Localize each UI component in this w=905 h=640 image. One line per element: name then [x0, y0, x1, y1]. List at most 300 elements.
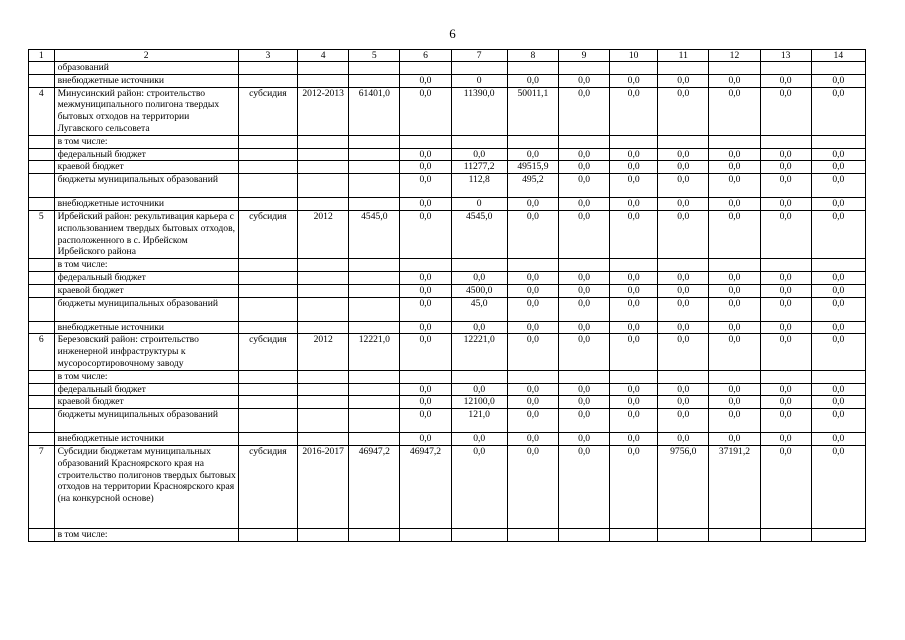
- value-cell: 0,0: [400, 174, 451, 198]
- value-cell: 2012: [298, 210, 349, 258]
- value-cell: 0,0: [709, 297, 760, 321]
- value-cell: 12221,0: [349, 334, 400, 370]
- value-cell: [349, 174, 400, 198]
- value-cell: 0,0: [507, 445, 558, 528]
- value-cell: [298, 383, 349, 396]
- value-cell: 49515,9: [507, 161, 558, 174]
- value-cell: [298, 62, 349, 75]
- value-cell: [400, 528, 451, 541]
- value-cell: 0,0: [507, 198, 558, 211]
- value-cell: 0,0: [610, 321, 658, 334]
- table-row: [29, 370, 866, 383]
- value-cell: [811, 135, 865, 148]
- value-cell: [349, 297, 400, 321]
- value-cell: 0,0: [400, 396, 451, 409]
- value-cell: 0,0: [400, 148, 451, 161]
- table-row: [29, 284, 866, 297]
- value-cell: 0,0: [658, 210, 709, 258]
- value-cell: [658, 259, 709, 272]
- table-row: [29, 198, 866, 211]
- value-cell: 0: [451, 74, 507, 87]
- value-cell: 0,0: [400, 74, 451, 87]
- value-cell: [298, 321, 349, 334]
- value-cell: [298, 259, 349, 272]
- row-number-cell: [29, 161, 55, 174]
- table-row: [29, 334, 866, 370]
- value-cell: 0,0: [811, 321, 865, 334]
- item-name-cell: Субсидии бюджетам муниципальных образований Красноярского края на строительство полигонов твердых бытовых отходов на территории Красноярского края (на конкурсной основе): [54, 445, 238, 528]
- item-name-cell: в том числе:: [54, 370, 238, 383]
- item-name-cell: внебюджетные источники: [54, 321, 238, 334]
- value-cell: [349, 284, 400, 297]
- value-cell: 0,0: [558, 383, 609, 396]
- value-cell: 0,0: [507, 334, 558, 370]
- value-cell: [349, 135, 400, 148]
- value-cell: 0,0: [610, 383, 658, 396]
- value-cell: 0,0: [760, 284, 811, 297]
- value-cell: 12100,0: [451, 396, 507, 409]
- row-number-cell: [29, 433, 55, 446]
- value-cell: 0,0: [610, 87, 658, 135]
- value-cell: 495,2: [507, 174, 558, 198]
- value-cell: [507, 528, 558, 541]
- value-cell: 0,0: [400, 409, 451, 433]
- value-cell: 0,0: [610, 198, 658, 211]
- column-header: 11: [658, 50, 709, 62]
- value-cell: 0,0: [658, 433, 709, 446]
- column-header: 6: [400, 50, 451, 62]
- value-cell: 11277,2: [451, 161, 507, 174]
- value-cell: 0,0: [760, 445, 811, 528]
- value-cell: 0,0: [760, 433, 811, 446]
- item-name-cell: федеральный бюджет: [54, 148, 238, 161]
- value-cell: 0,0: [658, 409, 709, 433]
- value-cell: [298, 284, 349, 297]
- value-cell: 0,0: [760, 161, 811, 174]
- value-cell: [238, 297, 297, 321]
- value-cell: 0,0: [811, 409, 865, 433]
- table-row: [29, 87, 866, 135]
- row-number-cell: [29, 198, 55, 211]
- value-cell: 0,0: [709, 396, 760, 409]
- value-cell: 46947,2: [400, 445, 451, 528]
- value-cell: 0,0: [507, 284, 558, 297]
- value-cell: 0,0: [558, 334, 609, 370]
- value-cell: 0,0: [400, 334, 451, 370]
- value-cell: [349, 383, 400, 396]
- value-cell: 0,0: [610, 210, 658, 258]
- value-cell: [238, 284, 297, 297]
- value-cell: [658, 528, 709, 541]
- value-cell: 0,0: [811, 161, 865, 174]
- value-cell: 0,0: [658, 271, 709, 284]
- item-name-cell: Ирбейский район: рекультивация карьера с использованием твердых бытовых отходов, расположенного в с. Ирбейском Ирбейского района: [54, 210, 238, 258]
- value-cell: 0,0: [760, 148, 811, 161]
- value-cell: 0,0: [507, 271, 558, 284]
- value-cell: 0,0: [558, 284, 609, 297]
- value-cell: 0,0: [507, 148, 558, 161]
- value-cell: 0,0: [507, 409, 558, 433]
- value-cell: 0,0: [811, 297, 865, 321]
- value-cell: 0,0: [658, 174, 709, 198]
- value-cell: [400, 259, 451, 272]
- value-cell: [451, 62, 507, 75]
- value-cell: 0,0: [400, 284, 451, 297]
- row-number-cell: [29, 297, 55, 321]
- value-cell: субсидия: [238, 445, 297, 528]
- value-cell: 0,0: [709, 321, 760, 334]
- value-cell: [298, 174, 349, 198]
- value-cell: 0,0: [709, 383, 760, 396]
- item-name-cell: внебюджетные источники: [54, 433, 238, 446]
- value-cell: 4545,0: [451, 210, 507, 258]
- value-cell: 2016-2017: [298, 445, 349, 528]
- value-cell: 0,0: [558, 74, 609, 87]
- row-number-cell: [29, 271, 55, 284]
- table-row: [29, 433, 866, 446]
- value-cell: 0,0: [760, 210, 811, 258]
- value-cell: [349, 271, 400, 284]
- value-cell: [760, 370, 811, 383]
- value-cell: 0,0: [400, 210, 451, 258]
- column-header: 13: [760, 50, 811, 62]
- value-cell: 0: [451, 198, 507, 211]
- row-number-cell: [29, 321, 55, 334]
- value-cell: 0,0: [610, 334, 658, 370]
- value-cell: 0,0: [658, 383, 709, 396]
- table-row: [29, 383, 866, 396]
- value-cell: 0,0: [709, 409, 760, 433]
- item-name-cell: в том числе:: [54, 135, 238, 148]
- value-cell: [558, 62, 609, 75]
- value-cell: [238, 409, 297, 433]
- value-cell: [298, 409, 349, 433]
- value-cell: 0,0: [558, 198, 609, 211]
- item-name-cell: внебюджетные источники: [54, 198, 238, 211]
- value-cell: [349, 198, 400, 211]
- value-cell: 0,0: [400, 271, 451, 284]
- value-cell: [811, 370, 865, 383]
- item-name-cell: федеральный бюджет: [54, 271, 238, 284]
- row-number-cell: [29, 62, 55, 75]
- value-cell: 0,0: [709, 87, 760, 135]
- value-cell: [238, 74, 297, 87]
- value-cell: 0,0: [610, 271, 658, 284]
- value-cell: [298, 161, 349, 174]
- value-cell: 4545,0: [349, 210, 400, 258]
- value-cell: [238, 528, 297, 541]
- value-cell: 0,0: [658, 161, 709, 174]
- value-cell: [451, 135, 507, 148]
- value-cell: [760, 62, 811, 75]
- value-cell: 0,0: [709, 161, 760, 174]
- value-cell: 0,0: [507, 297, 558, 321]
- value-cell: [349, 74, 400, 87]
- column-header: 8: [507, 50, 558, 62]
- value-cell: 0,0: [558, 396, 609, 409]
- item-name-cell: бюджеты муниципальных образований: [54, 409, 238, 433]
- value-cell: 0,0: [811, 87, 865, 135]
- value-cell: 0,0: [811, 148, 865, 161]
- item-name-cell: федеральный бюджет: [54, 383, 238, 396]
- value-cell: 0,0: [558, 161, 609, 174]
- value-cell: 0,0: [658, 87, 709, 135]
- value-cell: [658, 370, 709, 383]
- value-cell: 0,0: [709, 271, 760, 284]
- value-cell: 45,0: [451, 297, 507, 321]
- value-cell: 0,0: [658, 284, 709, 297]
- value-cell: 0,0: [558, 87, 609, 135]
- value-cell: [811, 528, 865, 541]
- value-cell: 0,0: [558, 148, 609, 161]
- value-cell: [238, 174, 297, 198]
- value-cell: 0,0: [709, 74, 760, 87]
- value-cell: 0,0: [451, 148, 507, 161]
- row-number-cell: [29, 284, 55, 297]
- value-cell: [558, 135, 609, 148]
- value-cell: 0,0: [400, 433, 451, 446]
- value-cell: 2012: [298, 334, 349, 370]
- column-header: 3: [238, 50, 297, 62]
- value-cell: 0,0: [451, 383, 507, 396]
- value-cell: 0,0: [709, 210, 760, 258]
- value-cell: [349, 396, 400, 409]
- value-cell: 0,0: [811, 396, 865, 409]
- item-name-cell: бюджеты муниципальных образований: [54, 297, 238, 321]
- value-cell: 0,0: [811, 445, 865, 528]
- column-header: 9: [558, 50, 609, 62]
- value-cell: 0,0: [558, 210, 609, 258]
- value-cell: 0,0: [610, 433, 658, 446]
- value-cell: 50011,1: [507, 87, 558, 135]
- table-row: [29, 148, 866, 161]
- value-cell: 0,0: [658, 198, 709, 211]
- table-row: [29, 445, 866, 528]
- value-cell: 0,0: [558, 297, 609, 321]
- value-cell: [709, 62, 760, 75]
- value-cell: 0,0: [811, 383, 865, 396]
- value-cell: [451, 259, 507, 272]
- value-cell: 0,0: [709, 284, 760, 297]
- value-cell: 61401,0: [349, 87, 400, 135]
- item-name-cell: краевой бюджет: [54, 284, 238, 297]
- value-cell: 0,0: [760, 74, 811, 87]
- row-number-cell: 6: [29, 334, 55, 370]
- value-cell: 0,0: [558, 433, 609, 446]
- value-cell: 0,0: [400, 297, 451, 321]
- value-cell: [558, 259, 609, 272]
- value-cell: 0,0: [610, 396, 658, 409]
- value-cell: [610, 528, 658, 541]
- value-cell: субсидия: [238, 87, 297, 135]
- value-cell: [238, 148, 297, 161]
- column-header: 2: [54, 50, 238, 62]
- value-cell: 0,0: [400, 87, 451, 135]
- value-cell: [349, 528, 400, 541]
- column-header: 12: [709, 50, 760, 62]
- value-cell: [298, 396, 349, 409]
- value-cell: 0,0: [760, 198, 811, 211]
- value-cell: [349, 161, 400, 174]
- table-row: [29, 409, 866, 433]
- value-cell: [349, 148, 400, 161]
- value-cell: [558, 370, 609, 383]
- table-row: [29, 210, 866, 258]
- value-cell: [451, 370, 507, 383]
- value-cell: 0,0: [811, 174, 865, 198]
- value-cell: субсидия: [238, 334, 297, 370]
- table-row: [29, 396, 866, 409]
- value-cell: 0,0: [610, 284, 658, 297]
- value-cell: 0,0: [400, 161, 451, 174]
- table-row: [29, 528, 866, 541]
- table-row: [29, 62, 866, 75]
- value-cell: 0,0: [451, 445, 507, 528]
- value-cell: 0,0: [760, 383, 811, 396]
- value-cell: [400, 370, 451, 383]
- value-cell: 0,0: [658, 334, 709, 370]
- value-cell: [298, 198, 349, 211]
- item-name-cell: образований: [54, 62, 238, 75]
- value-cell: 0,0: [610, 148, 658, 161]
- value-cell: [298, 528, 349, 541]
- value-cell: [400, 62, 451, 75]
- value-cell: 0,0: [811, 210, 865, 258]
- value-cell: 0,0: [507, 321, 558, 334]
- column-header: 7: [451, 50, 507, 62]
- value-cell: [760, 259, 811, 272]
- value-cell: 46947,2: [349, 445, 400, 528]
- value-cell: [709, 135, 760, 148]
- value-cell: [238, 321, 297, 334]
- value-cell: [238, 198, 297, 211]
- item-name-cell: в том числе:: [54, 259, 238, 272]
- value-cell: 0,0: [760, 271, 811, 284]
- value-cell: [658, 62, 709, 75]
- column-header: 10: [610, 50, 658, 62]
- value-cell: 0,0: [658, 148, 709, 161]
- value-cell: [400, 135, 451, 148]
- value-cell: 0,0: [811, 433, 865, 446]
- value-cell: 2012-2013: [298, 87, 349, 135]
- value-cell: [298, 135, 349, 148]
- row-number-cell: [29, 396, 55, 409]
- value-cell: [349, 433, 400, 446]
- table-row: [29, 259, 866, 272]
- row-number-cell: [29, 148, 55, 161]
- value-cell: [238, 433, 297, 446]
- table-row: [29, 271, 866, 284]
- value-cell: 0,0: [658, 321, 709, 334]
- value-cell: 0,0: [811, 74, 865, 87]
- value-cell: [760, 135, 811, 148]
- value-cell: [238, 271, 297, 284]
- value-cell: [238, 62, 297, 75]
- value-cell: 0,0: [658, 74, 709, 87]
- row-number-cell: [29, 174, 55, 198]
- value-cell: 112,8: [451, 174, 507, 198]
- value-cell: [298, 271, 349, 284]
- table-row: [29, 135, 866, 148]
- header-row: [29, 50, 866, 62]
- value-cell: [238, 161, 297, 174]
- value-cell: 0,0: [610, 409, 658, 433]
- item-name-cell: краевой бюджет: [54, 161, 238, 174]
- value-cell: [507, 370, 558, 383]
- value-cell: [349, 321, 400, 334]
- value-cell: [238, 383, 297, 396]
- value-cell: [709, 370, 760, 383]
- column-header: 4: [298, 50, 349, 62]
- table-row: [29, 74, 866, 87]
- value-cell: [709, 528, 760, 541]
- value-cell: [760, 528, 811, 541]
- table-body: [29, 62, 866, 542]
- value-cell: [610, 135, 658, 148]
- value-cell: 0,0: [400, 383, 451, 396]
- value-cell: 11390,0: [451, 87, 507, 135]
- value-cell: 0,0: [610, 161, 658, 174]
- value-cell: 12221,0: [451, 334, 507, 370]
- item-name-cell: Березовский район: строительство инженерной инфраструктуры к мусоросортировочному заводу: [54, 334, 238, 370]
- value-cell: 4500,0: [451, 284, 507, 297]
- value-cell: 0,0: [507, 433, 558, 446]
- value-cell: 0,0: [558, 321, 609, 334]
- value-cell: [298, 297, 349, 321]
- value-cell: 0,0: [811, 284, 865, 297]
- value-cell: 0,0: [760, 321, 811, 334]
- value-cell: [238, 135, 297, 148]
- table-row: [29, 174, 866, 198]
- value-cell: [610, 370, 658, 383]
- value-cell: 0,0: [709, 198, 760, 211]
- value-cell: 0,0: [760, 87, 811, 135]
- table-row: [29, 297, 866, 321]
- row-number-cell: [29, 528, 55, 541]
- value-cell: 0,0: [451, 321, 507, 334]
- value-cell: 0,0: [760, 174, 811, 198]
- value-cell: 0,0: [760, 334, 811, 370]
- value-cell: 0,0: [558, 445, 609, 528]
- value-cell: 0,0: [451, 271, 507, 284]
- value-cell: [811, 62, 865, 75]
- row-number-cell: [29, 383, 55, 396]
- value-cell: [349, 259, 400, 272]
- row-number-cell: [29, 135, 55, 148]
- value-cell: 121,0: [451, 409, 507, 433]
- value-cell: [238, 259, 297, 272]
- value-cell: 37191,2: [709, 445, 760, 528]
- value-cell: 9756,0: [658, 445, 709, 528]
- value-cell: 0,0: [558, 271, 609, 284]
- value-cell: [298, 148, 349, 161]
- item-name-cell: краевой бюджет: [54, 396, 238, 409]
- value-cell: 0,0: [507, 210, 558, 258]
- table-row: [29, 161, 866, 174]
- value-cell: 0,0: [507, 74, 558, 87]
- row-number-cell: [29, 409, 55, 433]
- value-cell: 0,0: [811, 198, 865, 211]
- value-cell: [238, 370, 297, 383]
- value-cell: субсидия: [238, 210, 297, 258]
- value-cell: 0,0: [400, 198, 451, 211]
- value-cell: [451, 528, 507, 541]
- column-header: 1: [29, 50, 55, 62]
- value-cell: 0,0: [558, 409, 609, 433]
- value-cell: [298, 370, 349, 383]
- value-cell: 0,0: [610, 74, 658, 87]
- row-number-cell: [29, 74, 55, 87]
